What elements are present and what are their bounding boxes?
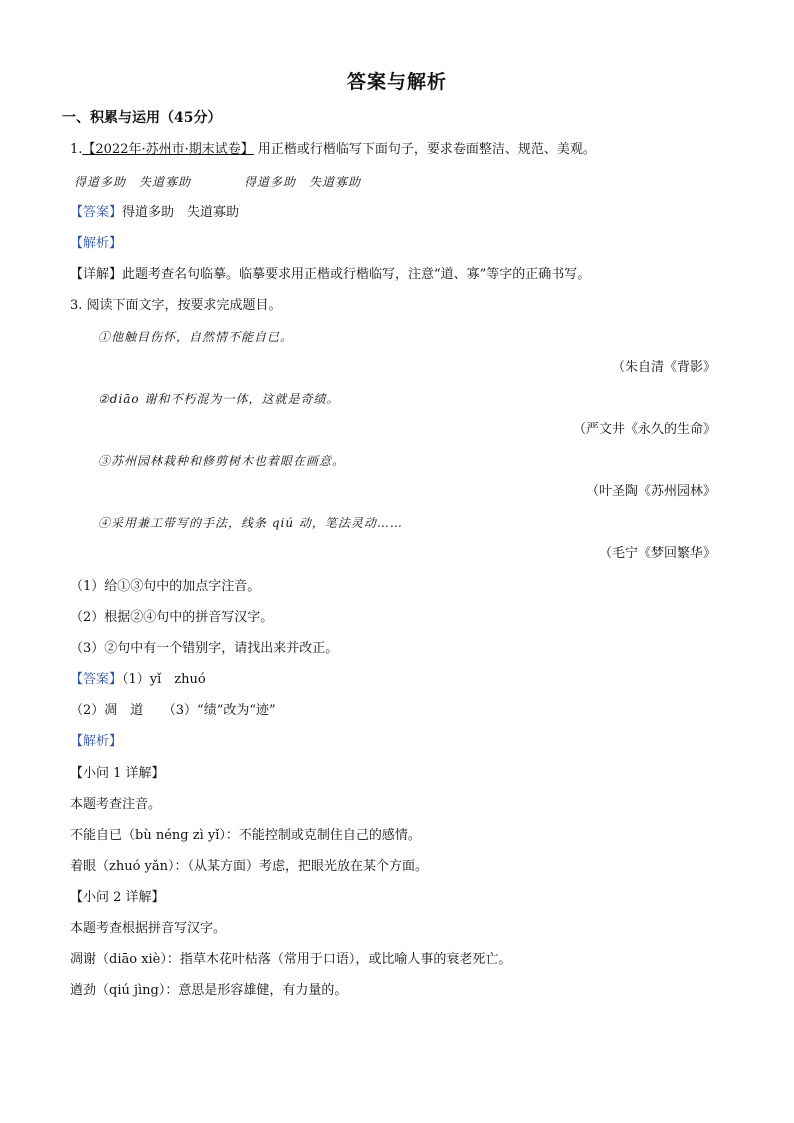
small-question-2-intro: 本题考查根据拼音写汉字。 — [70, 921, 227, 936]
answer-text: 得道多助 失道寡助 — [122, 205, 240, 220]
small-question-1-header: 【小问 1 详解】 — [70, 766, 165, 781]
small-question-2-item-a: 凋谢（diāo xiè）：指草木花叶枯落（常用于口语），或比喻人事的衰老死亡。 — [70, 952, 512, 967]
sub-question-1: （1）给①③句中的加点字注音。 — [70, 579, 261, 594]
small-question-2-header: 【小问 2 详解】 — [70, 890, 165, 905]
sentence-1: ①他触目伤怀，自然情不能自已。 — [98, 330, 294, 344]
answer-tag: 【答案】 — [70, 672, 123, 687]
question-1 — [70, 140, 596, 160]
sentence-3: ③苏州园林栽种和修剪树木也着眼在画意。 — [98, 454, 346, 468]
detail-tag: 【详解】 — [70, 267, 123, 282]
small-question-1-item-b: 着眼（zhuó yǎn）：（从某方面）考虑，把眼光放在某个方面。 — [70, 859, 429, 874]
small-question-1-intro: 本题考查注音。 — [70, 797, 162, 812]
handwriting-sample-right: 得道多助 失道寡助 — [244, 175, 362, 189]
citation-2: （严文井《永久的生命》 — [572, 422, 716, 437]
analysis-tag: 【解析】 — [70, 236, 123, 251]
sub-question-3: （3）②句中有一个错别字，请找出来并改正。 — [70, 641, 339, 656]
citation-4: （毛宁《梦回繁华》 — [598, 546, 716, 561]
page-title: 答案与解析 — [346, 71, 447, 93]
citation-1: （朱自清《背影》 — [611, 360, 716, 375]
sub-question-2: （2）根据②④句中的拼音写汉字。 — [70, 610, 274, 625]
answer-text: （1）yǐ zhuó — [122, 672, 206, 687]
small-question-1-item-a: 不能自已（bù néng zì yǐ）：不能控制或克制住自己的感情。 — [70, 828, 421, 843]
detail-line — [70, 265, 590, 285]
answer-tag: 【答案】 — [70, 205, 123, 220]
analysis-tag: 【解析】 — [70, 734, 123, 749]
sentence-4: ④采用兼工带写的手法，线条 qiú 动，笔法灵动…… — [98, 516, 403, 530]
question-number: 1. — [70, 142, 83, 157]
question-prompt: 用正楷或行楷临写下面句子，要求卷面整洁、规范、美观。 — [253, 142, 596, 157]
section-heading: 一、积累与运用（45分） — [62, 110, 222, 126]
question-source: 【2022年·苏州市·期末试卷】 — [82, 142, 254, 157]
detail-text: 此题考查名句临摹。临摹要求用正楷或行楷临写，注意“道、寡”等字的正确书写。 — [122, 267, 591, 282]
answer-line-3-1 — [70, 670, 206, 690]
answer-line-3-2: （2）凋 道 （3）“绩”改为“迹” — [70, 703, 276, 718]
question-3-prompt: 3. 阅读下面文字，按要求完成题目。 — [70, 298, 282, 313]
answer-line — [70, 203, 239, 223]
handwriting-sample-left: 得道多助 失道寡助 — [74, 175, 192, 189]
small-question-2-item-b: 遒劲（qiú jìng）：意思是形容雄健，有力量的。 — [70, 983, 348, 998]
sentence-2: ②diāo 谢和不朽混为一体，这就是奇绩。 — [98, 392, 340, 406]
citation-3: （叶圣陶《苏州园林》 — [585, 484, 716, 499]
